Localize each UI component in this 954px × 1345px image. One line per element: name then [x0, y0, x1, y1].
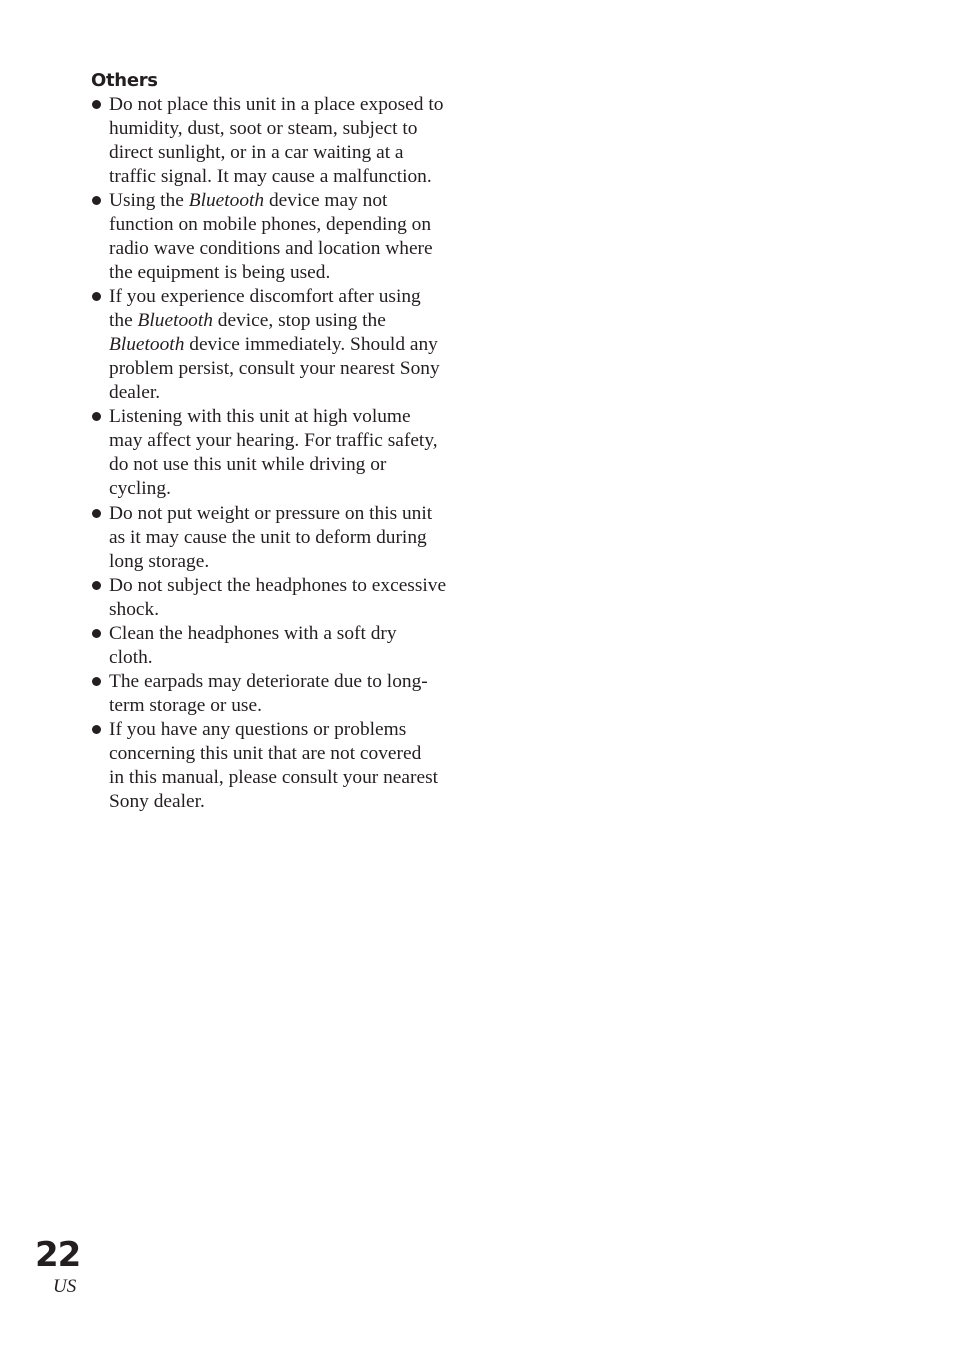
- bullet-icon: [92, 100, 101, 109]
- bullet-icon: [92, 412, 101, 421]
- list-item-line: long storage.: [109, 551, 210, 572]
- list-item-line: Bluetooth device immediately. Should any: [109, 334, 438, 355]
- list-item-line: may affect your hearing. For traffic safety,: [109, 430, 438, 451]
- list-item-line: function on mobile phones, depending on: [109, 214, 432, 235]
- list-item-line: term storage or use.: [109, 695, 262, 716]
- list-item-line: the equipment is being used.: [109, 262, 331, 283]
- italic-term: Bluetooth: [109, 334, 185, 355]
- bullet-icon: [92, 509, 101, 518]
- list-item: [91, 189, 476, 285]
- bullet-icon: [92, 677, 101, 686]
- list-item: [91, 574, 476, 622]
- list-item: [91, 93, 476, 189]
- italic-term: Bluetooth: [188, 190, 265, 211]
- bullet-icon: [92, 292, 101, 301]
- list-item-line: direct sunlight, or in a car waiting at a: [109, 142, 404, 163]
- list-item-line: Do not place this unit in a place exposed to: [109, 94, 444, 115]
- list-item-line: The earpads may deteriorate due to long-: [109, 671, 428, 692]
- bullet-icon: [92, 581, 101, 590]
- list-item-line: If you experience discomfort after using: [109, 286, 421, 307]
- section-heading: Others: [91, 70, 158, 91]
- list-item-line: in this manual, please consult your nearest: [109, 767, 439, 788]
- page-number: 22: [35, 1235, 81, 1275]
- list-item-line: Sony dealer.: [109, 791, 205, 812]
- list-item: [91, 502, 476, 574]
- list-item-line: do not use this unit while driving or: [109, 454, 387, 475]
- page-region-label: US: [53, 1276, 77, 1297]
- bullet-list: [91, 93, 476, 814]
- bullet-icon: [92, 196, 101, 205]
- list-item-line: shock.: [109, 599, 160, 620]
- list-item: [91, 622, 476, 670]
- bullet-icon: [92, 629, 101, 638]
- list-item-line: cloth.: [109, 647, 153, 668]
- list-item-line: as it may cause the unit to deform during: [109, 527, 427, 548]
- bullet-icon: [92, 725, 101, 734]
- list-item-line: the Bluetooth device, stop using the: [109, 310, 386, 331]
- list-item-line: cycling.: [109, 478, 171, 499]
- list-item-line: problem persist, consult your nearest Sony: [109, 358, 440, 379]
- list-item-line: Listening with this unit at high volume: [109, 406, 411, 427]
- list-item: [91, 405, 476, 501]
- list-item-line: Do not put weight or pressure on this unit: [109, 503, 433, 524]
- list-item-line: humidity, dust, soot or steam, subject to: [109, 118, 418, 139]
- list-item: [91, 718, 476, 814]
- list-item-line: dealer.: [109, 382, 161, 403]
- list-item-line: Using the Bluetooth device may not: [109, 190, 388, 211]
- list-item-line: concerning this unit that are not covered: [109, 743, 422, 764]
- list-item-line: Do not subject the headphones to excessive: [109, 575, 447, 596]
- italic-term: Bluetooth: [137, 310, 213, 331]
- list-item: [91, 670, 476, 718]
- list-item-line: radio wave conditions and location where: [109, 238, 433, 259]
- list-item-line: If you have any questions or problems: [109, 719, 407, 740]
- list-item: [91, 285, 476, 405]
- list-item-line: Clean the headphones with a soft dry: [109, 623, 397, 644]
- list-item-line: traffic signal. It may cause a malfunction.: [109, 166, 432, 187]
